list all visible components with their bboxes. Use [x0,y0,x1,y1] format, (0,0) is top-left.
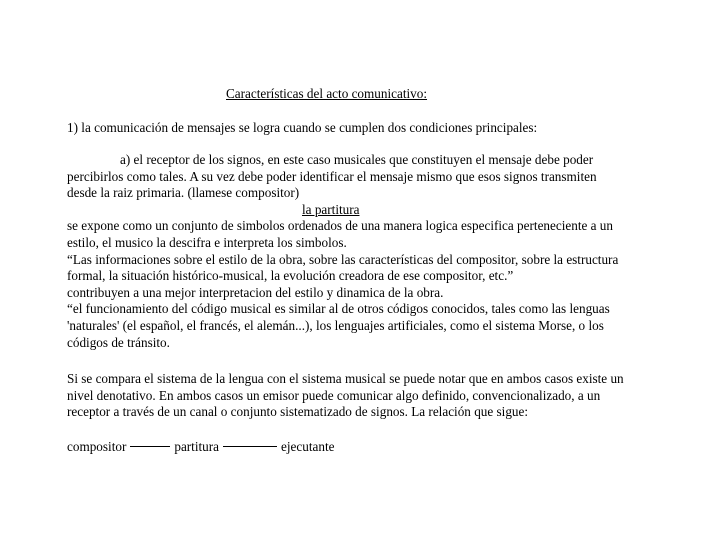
flow-compositor: compositor [67,439,127,454]
partitura-line-1: se expone como un conjunto de simbolos ordenados de una manera logica especifica perteneciente a un [67,218,613,234]
point-a-line-2: percibirlos como tales. A su vez debe poder identificar el mensaje mismo que esos signos transmiten [67,168,597,184]
partitura-heading: la partitura [302,201,360,217]
partitura-line-2: estilo, el musico la descifra e interpreta los simbolos. [67,234,347,250]
quote-2-line-3: códigos de tránsito. [67,334,170,350]
comparison-line-3: receptor a través de un canal o conjunto sistematizado de signos. La relación que sigue: [67,404,529,420]
quote-1-line-3: contribuyen a una mejor interpretacion del estilo y dinamica de la obra. [67,284,444,300]
relation-flow [67,439,334,456]
flow-ejecutante: ejecutante [281,439,335,454]
quote-1-line-1: “Las informaciones sobre el estilo de la obra, sobre las características del compositor, sobre la estructura [67,251,619,267]
flow-arrow-line-2 [223,446,277,447]
point-1: 1) la comunicación de mensajes se logra cuando se cumplen dos condiciones principales: [67,120,538,135]
comparison-line-1: Si se compara el sistema de la lengua con el sistema musical se puede notar que en ambos casos existe un [67,371,624,386]
body-section [67,152,667,351]
quote-2-line-2: 'naturales' (el español, el francés, el alemán...), los lenguajes artificiales, como el sistema Morse, o los [67,317,604,333]
comparison-line-2: nivel denotativo. En ambos casos un emisor puede comunicar algo definido, convencionalizado, a un [67,387,601,403]
point-a-line-1: a) el receptor de los signos, en este caso musicales que constituyen el mensaje debe poder [120,152,594,167]
comparison-section [67,371,667,421]
page-title: Características del acto comunicativo: [226,86,428,101]
quote-1-line-2: formal, la situación histórico-musical, la evolución creadora de ese compositor, etc.” [67,268,514,284]
point-a-line-3: desde la raiz primaria. (llamese compositor) [67,185,300,201]
quote-2-line-1: “el funcionamiento del código musical es similar al de otros códigos conocidos, tales como las lenguas [67,301,610,317]
flow-partitura: partitura [174,439,220,454]
flow-arrow-line-1 [130,446,170,447]
